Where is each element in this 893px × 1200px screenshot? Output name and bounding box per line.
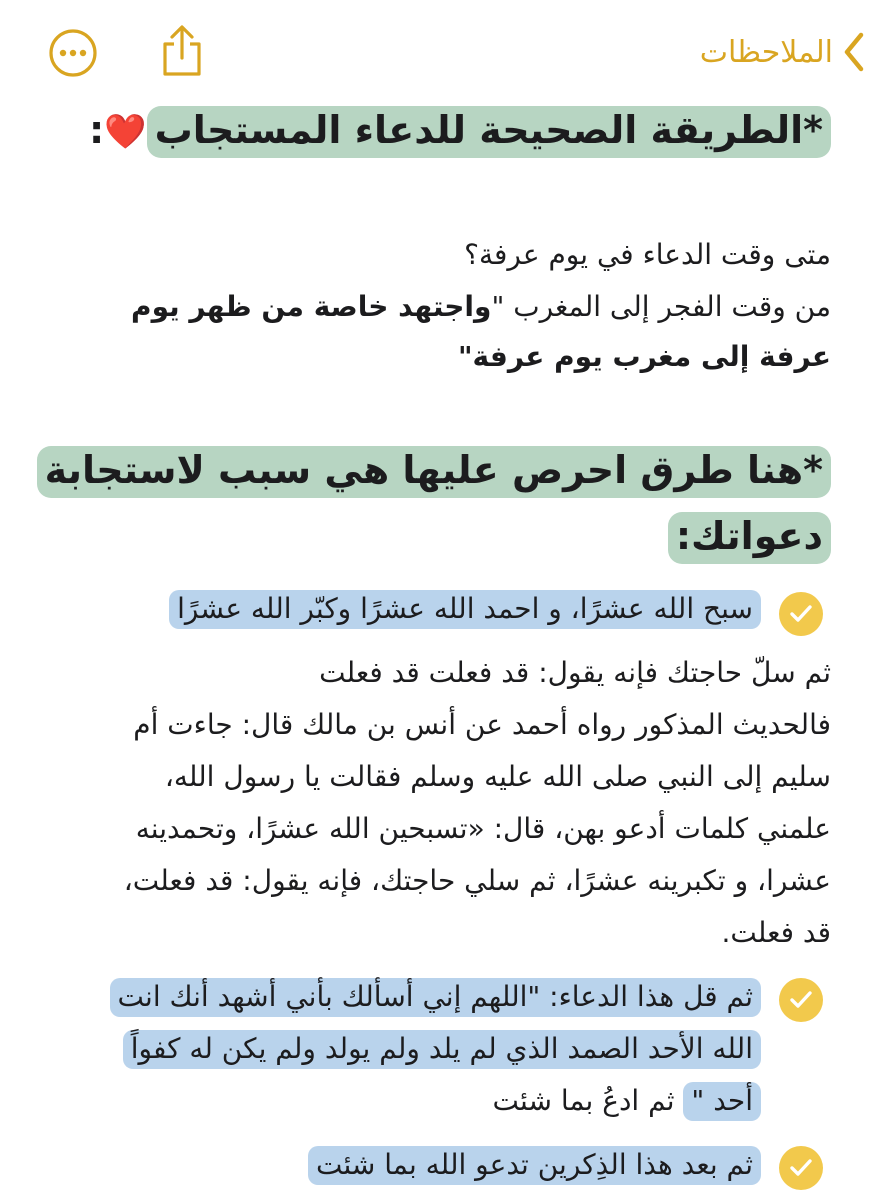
more-options-button[interactable] bbox=[48, 28, 98, 78]
title-highlight: *الطريقة الصحيحة للدعاء المستجاب bbox=[147, 106, 831, 158]
question-line: متى وقت الدعاء في يوم عرفة؟ bbox=[464, 238, 831, 271]
share-icon bbox=[158, 24, 206, 78]
heading-2-highlight-2: دعواتك: bbox=[668, 512, 831, 564]
heading-2-line-2 bbox=[60, 514, 831, 558]
checklist-item-3-text: ثم بعد هذا الذِكرين تدعو الله بما شئت bbox=[308, 1146, 761, 1185]
back-label: الملاحظات bbox=[699, 34, 833, 70]
back-button[interactable] bbox=[700, 26, 865, 78]
chevron-left-icon bbox=[843, 32, 865, 72]
navigation-bar bbox=[0, 0, 893, 100]
heading-2-line-1 bbox=[44, 448, 831, 492]
title-colon: : bbox=[89, 108, 105, 152]
note-title bbox=[60, 108, 831, 152]
heart-icon: ❤️ bbox=[104, 112, 147, 152]
share-button[interactable] bbox=[158, 24, 206, 78]
heading-2-highlight-1: *هنا طرق احرص عليها هي سبب لاستجابة bbox=[37, 446, 831, 498]
checklist-item-2-text-3: أحد " bbox=[683, 1082, 761, 1121]
paragraph-line-5: عشرا، و تكبرينه عشرًا، ثم سلي حاجتك، فإنه يقول: قد فعلت، bbox=[123, 864, 831, 897]
checkbox-item-3[interactable] bbox=[779, 1146, 823, 1190]
paragraph-line-1: ثم سلّ حاجتك فإنه يقول: قد فعلت قد فعلت bbox=[319, 656, 831, 689]
checkmark-icon bbox=[789, 604, 813, 624]
answer-line-1 bbox=[60, 290, 831, 323]
checklist-item-2-line-1 bbox=[60, 980, 761, 1013]
checkbox-item-1[interactable] bbox=[779, 592, 823, 636]
answer-line-2: عرفة إلى مغرب يوم عرفة" bbox=[457, 340, 831, 373]
checklist-item-2-text-2: الله الأحد الصمد الذي لم يلد ولم يولد ولم يكن له كفواً bbox=[123, 1030, 761, 1069]
checklist-item-2-text-1: ثم قل هذا الدعاء: "اللهم إني أسألك بأني أشهد أنك انت bbox=[110, 978, 761, 1017]
checkmark-icon bbox=[789, 1158, 813, 1178]
paragraph-line-3: سليم إلى النبي صلى الله عليه وسلم فقالت يا رسول الله، bbox=[164, 760, 831, 793]
checklist-item-2-line-2 bbox=[60, 1032, 761, 1065]
paragraph-line-4: علمني كلمات أدعو بهن، قال: «تسبحين الله عشرًا، وتحمدينه bbox=[135, 812, 831, 845]
checkmark-icon bbox=[789, 990, 813, 1010]
checkbox-item-2[interactable] bbox=[779, 978, 823, 1022]
checklist-item-1 bbox=[60, 592, 761, 625]
checklist-item-2-text-3-plain: ثم ادعُ بما شئت bbox=[492, 1084, 684, 1117]
answer-line-1-bold: واجتهد خاصة من ظهر يوم bbox=[131, 290, 492, 323]
checklist-item-2-line-3 bbox=[60, 1084, 761, 1117]
paragraph-line-6: قد فعلت. bbox=[721, 916, 831, 949]
checklist-item-3 bbox=[60, 1148, 761, 1181]
checklist-item-1-text: سبح الله عشرًا، و احمد الله عشرًا وكبّر الله عشرًا bbox=[169, 590, 761, 629]
paragraph-line-2: فالحديث المذكور رواه أحمد عن أنس بن مالك قال: جاءت أم bbox=[133, 708, 831, 741]
answer-line-1-plain: من وقت الفجر إلى المغرب " bbox=[491, 290, 831, 323]
more-icon bbox=[48, 28, 98, 78]
